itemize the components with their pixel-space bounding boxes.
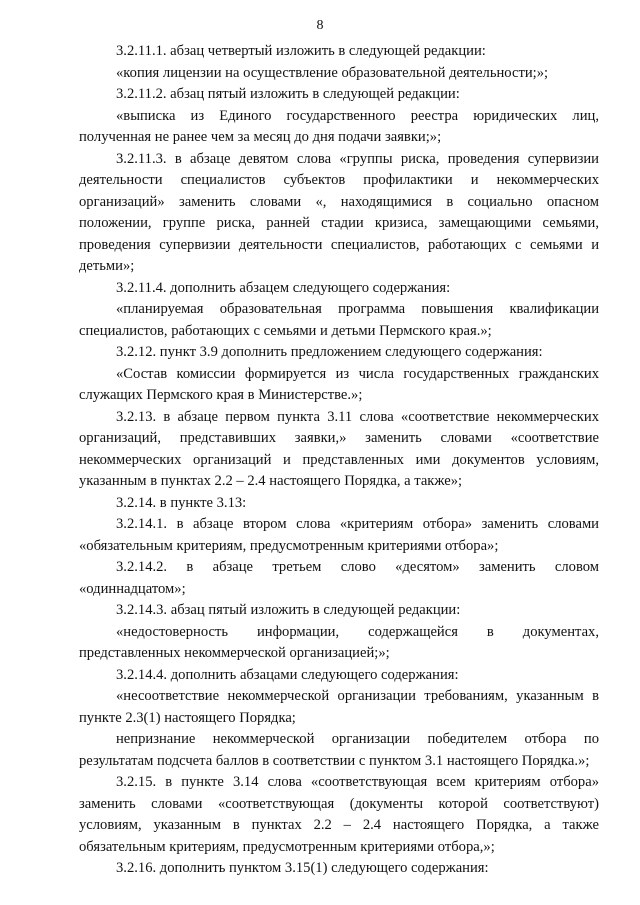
paragraph: «выписка из Единого государственного реестра юридических лиц, полученная не ранее чем за месяц до дня подачи заявки;»; [79,107,599,145]
paragraph: 3.2.11.3. в абзаце девятом слова «группы риска, проведения супервизии деятельности специалистов субъектов профилактики и некоммерческих организаций» заменить словами «, находящимися в социально опасном положении, группе риска, ранней стадии кризиса, замещающими семьями, проведения супервизии деятельности специалистов, работающих с семьями и детьми»; [79,150,599,274]
paragraph: «недостоверность информации, содержащейся в документах, представленных некоммерческой организацией;»; [79,623,599,661]
paragraph: 3.2.14. в пункте 3.13: [116,494,247,511]
paragraph: 3.2.14.4. дополнить абзацами следующего содержания: [116,666,459,683]
document-body [79,41,599,880]
paragraph: 3.2.14.3. абзац пятый изложить в следующей редакции: [116,602,461,618]
page-number: 8 [316,18,324,33]
paragraph: непризнание некоммерческой организации победителем отбора по результатам подсчета баллов в соответствии с пунктом 3.1 настоящего Порядка.»; [79,731,599,769]
paragraph: 3.2.15. в пункте 3.14 слова «соответствующая всем критериям отбора» заменить словами «соответствующая (документы которой соответствуют) условиям, указанным в пунктах 2.2 – 2.4 настоящего Порядка, а также обязательным критериям, предусмотренным критериями отбора,»; [79,774,599,855]
paragraph: 3.2.16. дополнить пунктом 3.15(1) следующего содержания: [116,860,489,876]
paragraph: 3.2.13. в абзаце первом пункта 3.11 слова «соответствие некоммерческих организаций, представивших заявки,» заменить словами «соответствие некоммерческих организаций и представленных ими документов условиям, указанным в пунктах 2.2 – 2.4 настоящего Порядка, а также»; [79,408,599,489]
paragraph: «копия лицензии на осуществление образовательной деятельности;»; [116,64,549,81]
paragraph: 3.2.12. пункт 3.9 дополнить предложением следующего содержания: [116,344,543,360]
paragraph: 3.2.11.2. абзац пятый изложить в следующей редакции: [116,86,460,102]
paragraph: 3.2.11.1. абзац четвертый изложить в следующей редакции: [116,43,486,59]
paragraph: 3.2.14.2. в абзаце третьем слово «десятом» заменить словом «одиннадцатом»; [79,559,599,597]
paragraph: 3.2.14.1. в абзаце втором слова «критериям отбора» заменить словами «обязательным критериям, предусмотренным критериями отбора»; [79,516,599,554]
paragraph: «несоответствие некоммерческой организации требованиям, указанным в пункте 2.3(1) настоящего Порядка; [79,688,599,726]
paragraph: «планируемая образовательная программа повышения квалификации специалистов, работающих с семьями и детьми Пермского края.»; [79,301,599,339]
paragraph: 3.2.11.4. дополнить абзацем следующего содержания: [116,279,451,296]
paragraph: «Состав комиссии формируется из числа государственных гражданских служащих Пермского края в Министерстве.»; [79,365,599,403]
